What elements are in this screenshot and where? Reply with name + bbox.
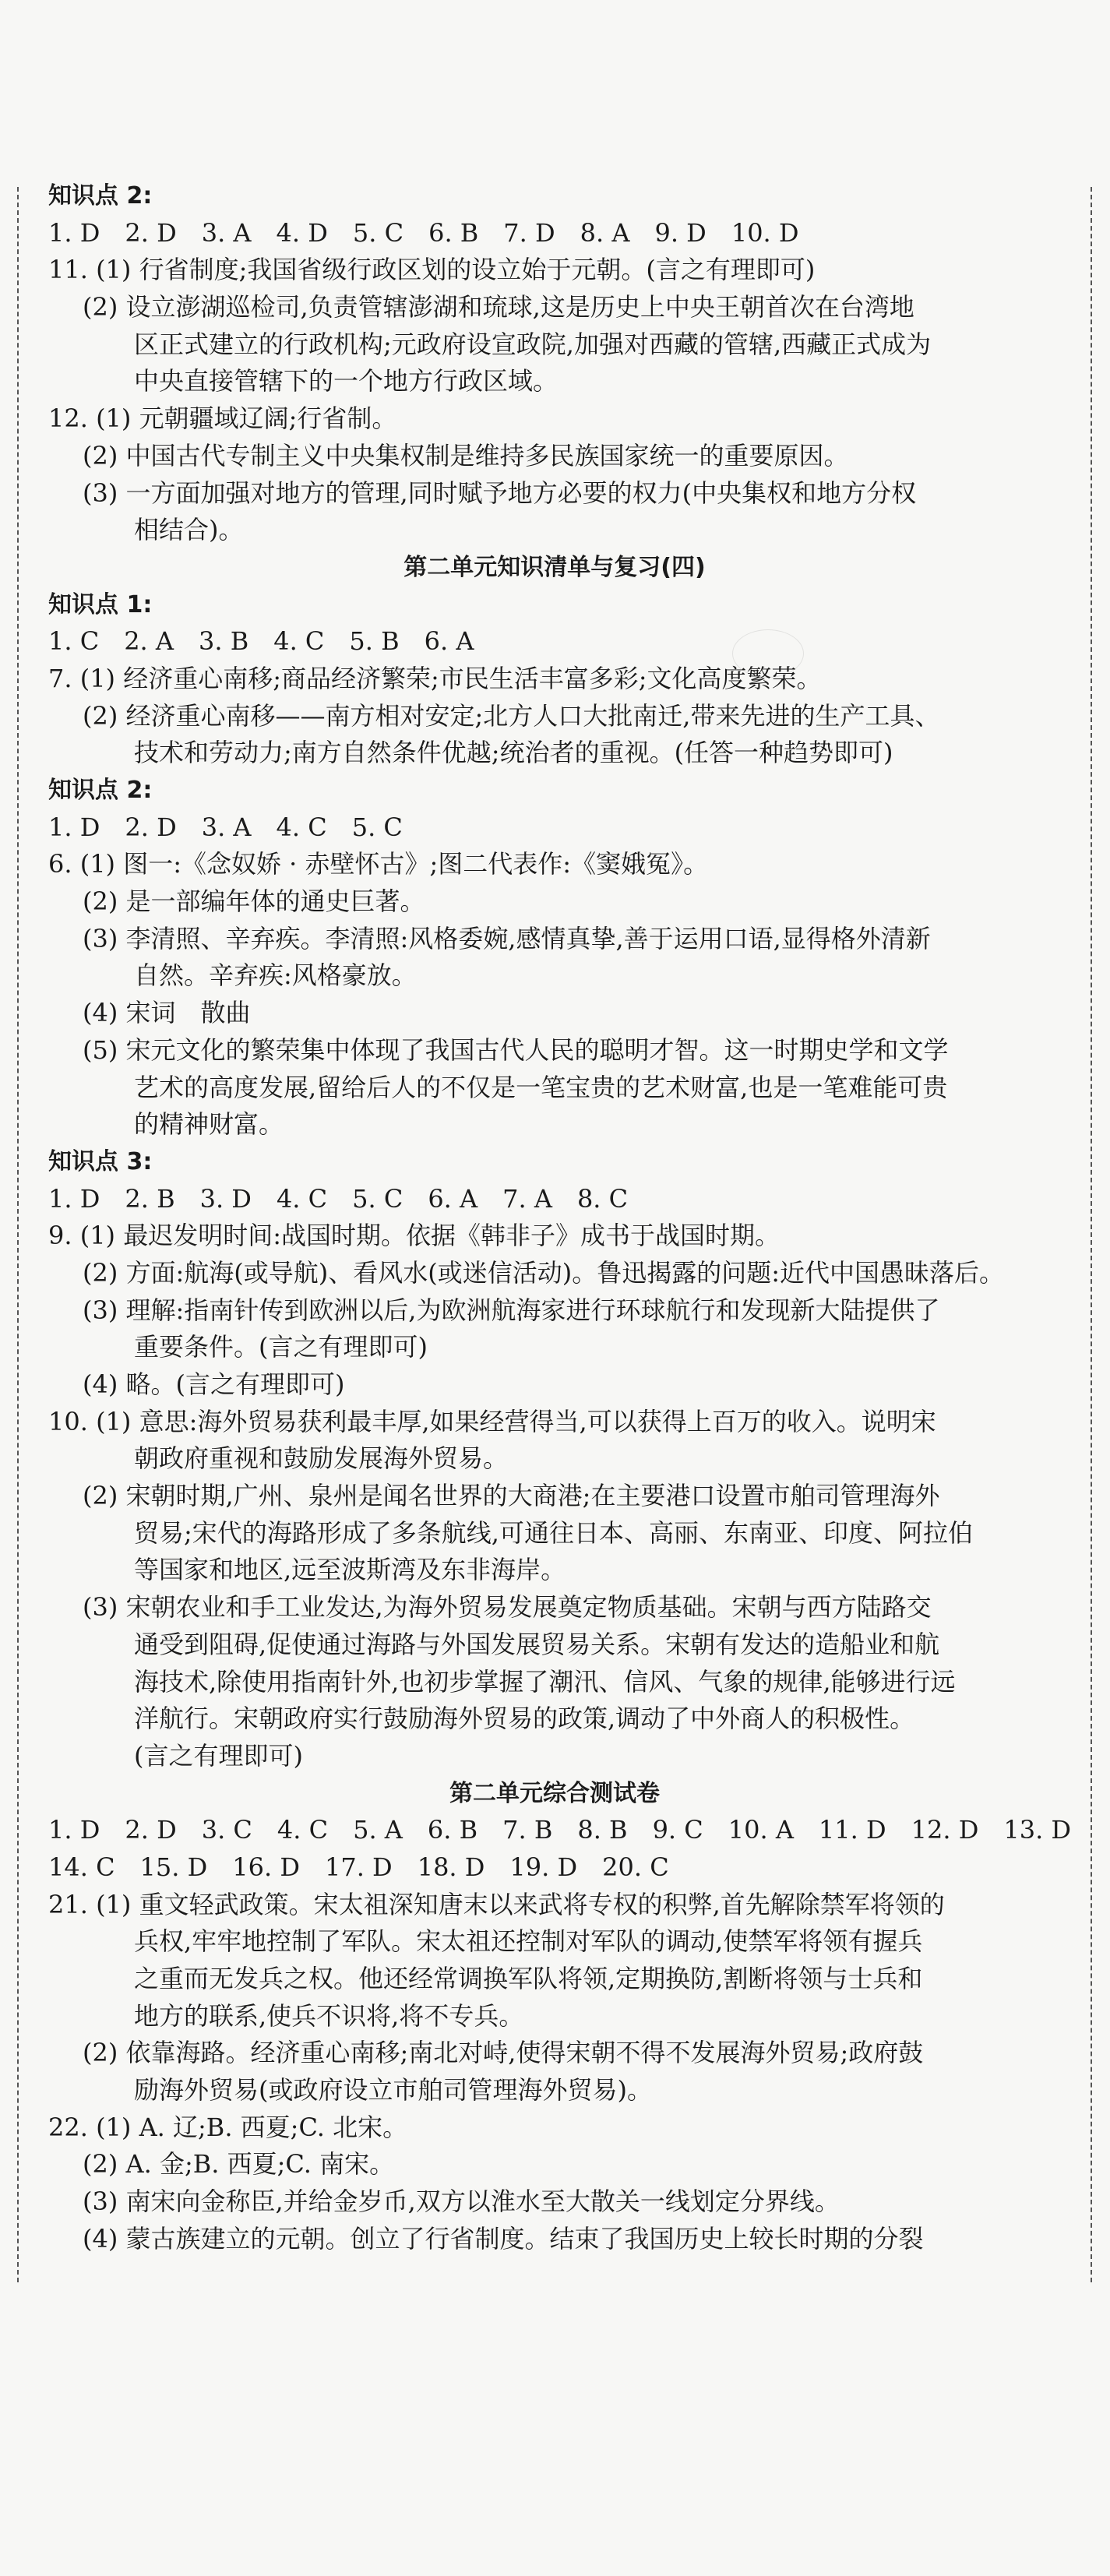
answer-line: (2) 设立澎湖巡检司,负责管辖澎湖和琉球,这是历史上中央王朝首次在台湾地: [83, 292, 914, 322]
answer-line: 中央直接管辖下的一个地方行政区域。: [134, 366, 559, 396]
answer-line: 7. (1) 经济重心南移;商品经济繁荣;市民生活丰富多彩;文化高度繁荣。: [48, 663, 822, 693]
knowledge-point-heading: 知识点 2:: [48, 777, 153, 804]
answer-line: 贸易;宋代的海路形成了多条航线,可通往日本、高丽、东南亚、印度、阿拉伯: [134, 1517, 973, 1548]
right-cut-line: [1091, 187, 1092, 2282]
answer-line: (2) 宋朝时期,广州、泉州是闻名世界的大商港;在主要港口设置市舶司管理海外: [83, 1481, 940, 1511]
answer-content: [48, 178, 1072, 2258]
answer-line: 6. (1) 图一:《念奴娇 · 赤壁怀古》;图二代表作:《窦娥冤》。: [48, 849, 709, 879]
answer-line: 兵权,牢牢地控制了军队。宋太祖还控制对军队的调动,使禁军将领有握兵: [134, 1926, 923, 1957]
answer-line: (2) 中国古代专制主义中央集权制是维持多民族国家统一的重要原因。: [83, 440, 849, 470]
answer-line: 14. C 15. D 16. D 17. D 18. D 19. D 20. C: [48, 1852, 669, 1882]
answer-line: 通受到阻碍,促使通过海路与外国发展贸易关系。宋朝有发达的造船业和航: [134, 1629, 940, 1659]
answer-line: 地方的联系,使兵不识将,将不专兵。: [134, 2000, 524, 2031]
answer-line: (2) 方面:航海(或导航)、看风水(或迷信活动)。鲁迅揭露的问题:近代中国愚昧落后。: [83, 1257, 1005, 1288]
answer-line: (2) 依靠海路。经济重心南移;南北对峙,使得宋朝不得不发展海外贸易;政府鼓: [83, 2038, 924, 2068]
answer-line: 相结合)。: [134, 515, 244, 545]
answer-line: (4) 蒙古族建立的元朝。创立了行省制度。结束了我国历史上较长时期的分裂: [83, 2223, 924, 2254]
answer-line: (4) 略。(言之有理即可): [83, 1369, 345, 1399]
knowledge-point-heading: 知识点 3:: [48, 1147, 153, 1175]
knowledge-point-heading: 知识点 1:: [48, 590, 153, 618]
answer-line: (3) 一方面加强对地方的管理,同时赋予地方必要的权力(中央集权和地方分权: [83, 477, 917, 508]
answer-line: 朝政府重视和鼓励发展海外贸易。: [134, 1443, 509, 1474]
section-title: 第二单元综合测试卷: [449, 1779, 660, 1807]
answer-line: 励海外贸易(或政府设立市舶司管理海外贸易)。: [134, 2075, 652, 2106]
knowledge-point-heading: 知识点 2:: [48, 182, 153, 210]
answer-line: 10. (1) 意思:海外贸易获利最丰厚,如果经营得当,可以获得上百万的收入。说明宋: [48, 1406, 936, 1436]
answer-line: 1. D 2. B 3. D 4. C 5. C 6. A 7. A 8. C: [48, 1183, 629, 1214]
answer-line: 1. D 2. D 3. A 4. D 5. C 6. B 7. D 8. A 9. D 10. D: [48, 217, 799, 248]
answer-line: 之重而无发兵之权。他还经常调换军队将领,定期换防,割断将领与士兵和: [134, 1964, 923, 1993]
answer-line: 1. C 2. A 3. B 4. C 5. B 6. A: [48, 626, 474, 657]
answer-line: (5) 宋元文化的繁荣集中体现了我国古代人民的聪明才智。这一时期史学和文学: [83, 1034, 949, 1065]
answer-line: 艺术的高度发展,留给后人的不仅是一笔宝贵的艺术财富,也是一笔难能可贵: [134, 1072, 948, 1102]
answer-line: (3) 南宋向金称臣,并给金岁币,双方以淮水至大散关一线划定分界线。: [83, 2187, 840, 2217]
answer-line: 洋航行。宋朝政府实行鼓励海外贸易的政策,调动了中外商人的积极性。: [134, 1704, 915, 1734]
answer-line: 技术和劳动力;南方自然条件优越;统治者的重视。(任答一种趋势即可): [134, 738, 893, 768]
answer-line: 1. D 2. D 3. A 4. C 5. C: [48, 812, 403, 842]
section-title: 第二单元知识清单与复习(四): [403, 553, 706, 581]
answer-line: (言之有理即可): [134, 1740, 303, 1771]
answer-line: (3) 理解:指南针传到欧洲以后,为欧洲航海家进行环球航行和发现新大陆提供了: [83, 1295, 940, 1325]
answer-line: 11. (1) 行省制度;我国省级行政区划的设立始于元朝。(言之有理即可): [48, 255, 816, 285]
answer-line: 重要条件。(言之有理即可): [134, 1332, 428, 1362]
answer-line: (2) 经济重心南移——南方相对安定;北方人口大批南迁,带来先进的生产工具、: [83, 700, 940, 731]
answer-line: 等国家和地区,远至波斯湾及东非海岸。: [134, 1555, 566, 1585]
answer-line: 的精神财富。: [134, 1109, 284, 1140]
answer-line: (2) 是一部编年体的通史巨著。: [83, 886, 425, 917]
answer-line: 9. (1) 最迟发明时间:战国时期。依据《韩非子》成书于战国时期。: [48, 1221, 780, 1251]
answer-line: (2) A. 金;B. 西夏;C. 南宋。: [83, 2149, 395, 2180]
answer-line: 海技术,除使用指南针外,也初步掌握了潮汛、信风、气象的规律,能够进行远: [134, 1666, 956, 1697]
answer-line: 1. D 2. D 3. C 4. C 5. A 6. B 7. B 8. B 9. C 10. A 11. D 12. D 13. D: [48, 1815, 1072, 1845]
answer-line: (3) 李清照、辛弃疾。李清照:风格委婉,感情真挚,善于运用口语,显得格外清新: [83, 923, 931, 953]
answer-line: 区正式建立的行政机构;元政府设宣政院,加强对西藏的管辖,西藏正式成为: [134, 329, 932, 359]
answer-line: (3) 宋朝农业和手工业发达,为海外贸易发展奠定物质基础。宋朝与西方陆路交: [83, 1592, 932, 1623]
answer-line: 21. (1) 重文轻武政策。宋太祖深知唐末以来武将专权的积弊,首先解除禁军将领的: [48, 1889, 945, 1919]
answer-line: (4) 宋词 散曲: [83, 998, 251, 1028]
answer-line: 自然。辛弃疾:风格豪放。: [134, 960, 417, 991]
answer-line: 12. (1) 元朝疆域辽阔;行省制。: [48, 403, 397, 434]
left-cut-line: [17, 187, 19, 2282]
answer-line: 22. (1) A. 辽;B. 西夏;C. 北宋。: [48, 2112, 408, 2142]
